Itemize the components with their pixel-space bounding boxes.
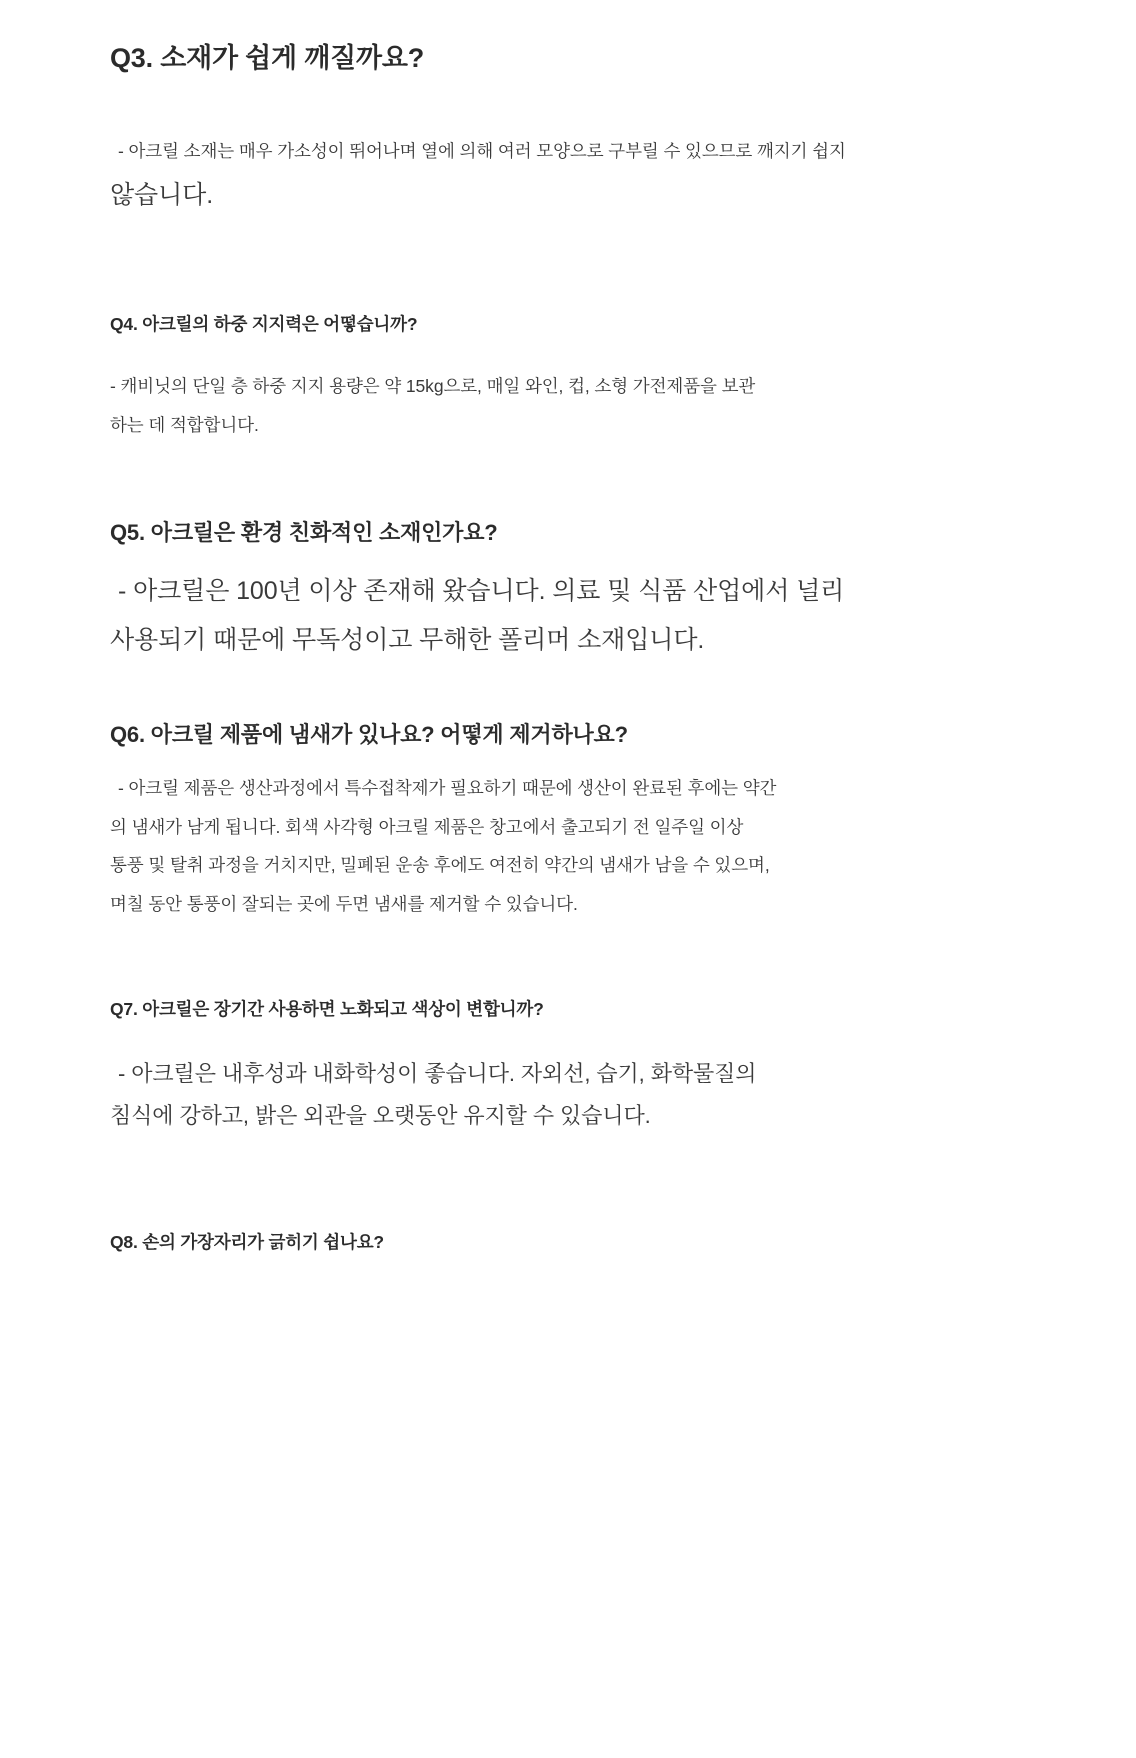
faq-answer-q5-line-2: 사용되기 때문에 무독성이고 무해한 폴리머 소재입니다. (110, 625, 705, 654)
faq-item-q4 (110, 312, 1026, 444)
spacer (110, 76, 1026, 132)
faq-item-q7 (110, 997, 1026, 1138)
faq-question-q4: Q4. 아크릴의 하중 지지력은 어떻습니까? (110, 313, 418, 334)
faq-question-q7: Q7. 아크릴은 장기간 사용하면 노화되고 색상이 변합니까? (110, 999, 544, 1020)
spacer (110, 444, 1026, 518)
faq-item-q6 (110, 720, 1026, 923)
faq-answer-q4-line-1: - 캐비닛의 단일 층 하중 지지 용량은 약 15kg으로, 매일 와인, 컵, 소형 가전제품을 보관 (110, 376, 756, 397)
faq-item-q5 (110, 518, 1026, 664)
faq-answer-q7-line-1: - 아크릴은 내후성과 내화학성이 좋습니다. 자외선, 습기, 화학물질의 (118, 1060, 757, 1086)
faq-answer-q6-line-1: - 아크릴 제품은 생산과정에서 특수접착제가 필요하기 때문에 생산이 완료된 후에는 약간 (118, 778, 777, 799)
faq-answer-q6-line-4: 며칠 동안 통풍이 잘되는 곳에 두면 냄새를 제거할 수 있습니다. (110, 893, 578, 914)
faq-answer-q6-line-3: 통풍 및 탈취 과정을 거치지만, 밀폐된 운송 후에도 여전히 약간의 냄새가 남을 수 있으며, (110, 855, 770, 876)
spacer (110, 923, 1026, 997)
faq-item-q3 (110, 40, 1026, 220)
spacer (110, 549, 1026, 567)
faq-answer-q5-line-1: - 아크릴은 100년 이상 존재해 왔습니다. 의료 및 식품 산업에서 널리 (118, 576, 845, 605)
spacer (110, 1138, 1026, 1230)
spacer (110, 220, 1026, 312)
faq-answer-q4-line-2: 하는 데 적합합니다. (110, 414, 259, 435)
faq-answer-q7-line-2: 침식에 강하고, 밝은 외관을 오랫동안 유지할 수 있습니다. (110, 1103, 651, 1129)
faq-answer-q6-line-2: 의 냄새가 남게 됩니다. 회색 사각형 아크릴 제품은 창고에서 출고되기 전 일주일 이상 (110, 816, 744, 837)
spacer (110, 751, 1026, 769)
faq-answer-q3-line-1: - 아크릴 소재는 매우 가소성이 뛰어나며 열에 의해 여러 모양으로 구부릴 수 있으므로 깨지기 쉽지 (118, 141, 846, 162)
faq-question-q8: Q8. 손의 가장자리가 긁히기 쉽나요? (110, 1232, 384, 1253)
faq-question-q5: Q5. 아크릴은 환경 친화적인 소재인가요? (110, 520, 498, 546)
faq-question-q6: Q6. 아크릴 제품에 냄새가 있나요? 어떻게 제거하나요? (110, 722, 628, 748)
spacer (110, 337, 1026, 367)
spacer (110, 1023, 1026, 1053)
spacer (110, 664, 1026, 720)
faq-answer-q3-line-2: 않습니다. (110, 180, 214, 209)
faq-item-q8 (110, 1230, 1026, 1255)
faq-question-q3: Q3. 소재가 쉽게 깨질까요? (110, 43, 425, 73)
